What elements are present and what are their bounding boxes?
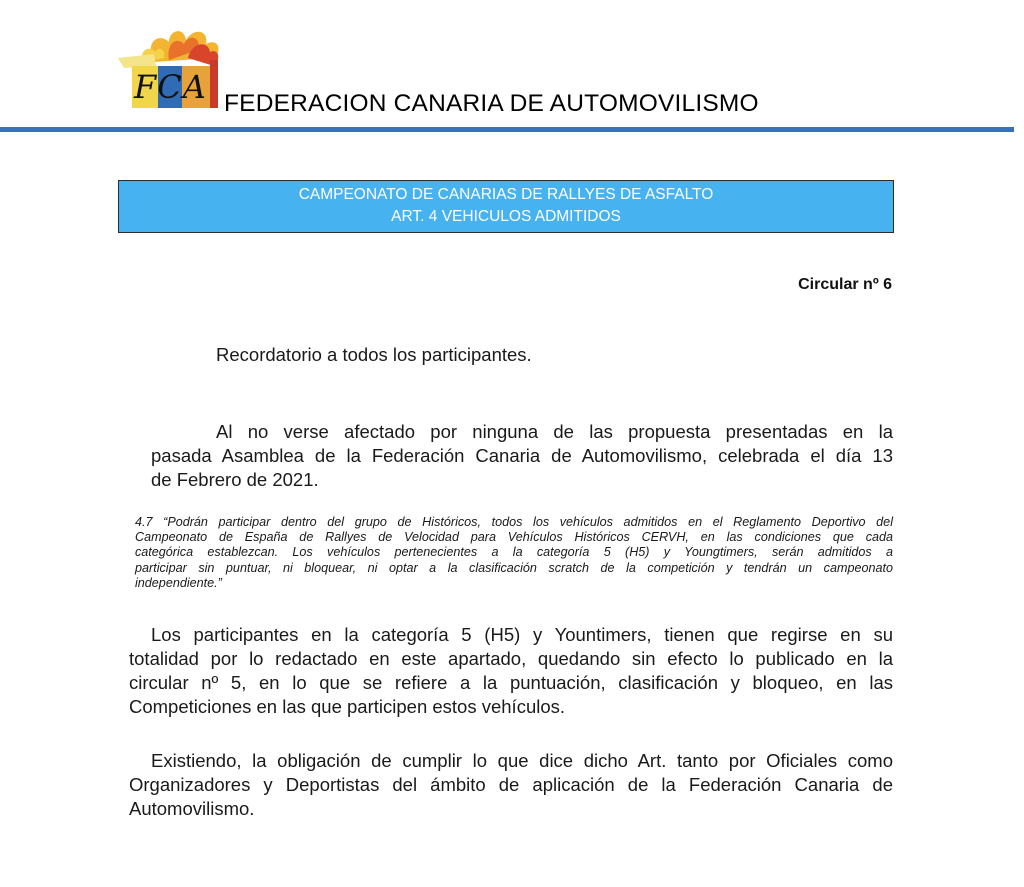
quoted-regulation [135,515,893,591]
fca-logo [114,22,226,112]
circular-number: Circular nº 6 [798,276,892,293]
quote-line-2: Campeonato de España de Rallyes de Velocidad para Vehículos Históricos CERVH, en las condiciones que cada [135,530,893,545]
quote-line-5: independiente.” [135,575,222,590]
para2-line-4: Competiciones en las que participen estos vehículos. [129,696,566,717]
greeting: Recordatorio a todos los participantes. [216,344,532,365]
para3-line-2: Organizadores y Deportistas del ámbito de aplicación de la Federación Canaria de [129,774,893,795]
participants-paragraph [129,623,893,719]
quote-line-4: participar sin puntuar, ni bloquear, ni optar a la clasificación scratch de la competición y tendrán un campeonato [135,560,893,575]
para2-line-1: Los participantes en la categoría 5 (H5) y Yountimers, tienen que regirse en su [151,624,893,645]
quote-line-3: categórica establezcan. Los vehículos pertenecientes a la categoría 5 (H5) y Youngtimers, serán admitidos a [135,545,893,560]
intro-line-2: pasada Asamblea de la Federación Canaria de Automovilismo, celebrada el día 13 [151,445,893,466]
para3-line-1: Existiendo, la obligación de cumplir lo que dice dicho Art. tanto por Oficiales como [151,750,893,771]
title-line-2: ART. 4 VEHICULOS ADMITIDOS [391,208,621,225]
title-line-1: CAMPEONATO DE CANARIAS DE RALLYES DE ASFALTO [298,186,714,203]
header-divider [0,127,1014,132]
para2-line-2: totalidad por lo redactado en este apartado, quedando sin efecto lo publicado en la [129,648,893,669]
title-banner [118,180,894,233]
obligation-paragraph [129,749,893,821]
organization-name: FEDERACION CANARIA DE AUTOMOVILISMO [224,90,759,117]
intro-paragraph [151,420,893,492]
quote-line-1: 4.7 “Podrán participar dentro del grupo de Históricos, todos los vehículos admitidos en el Reglamento Deportivo del [135,515,893,529]
logo-lettering: FCA [134,68,207,106]
intro-line-3: de Febrero de 2021. [151,469,319,490]
para3-line-3: Automovilismo. [129,798,255,819]
intro-line-1: Al no verse afectado por ninguna de las propuesta presentadas en la [216,421,893,442]
para2-line-3: circular nº 5, en lo que se refiere a la puntuación, clasificación y bloqueo, en las [129,672,893,693]
